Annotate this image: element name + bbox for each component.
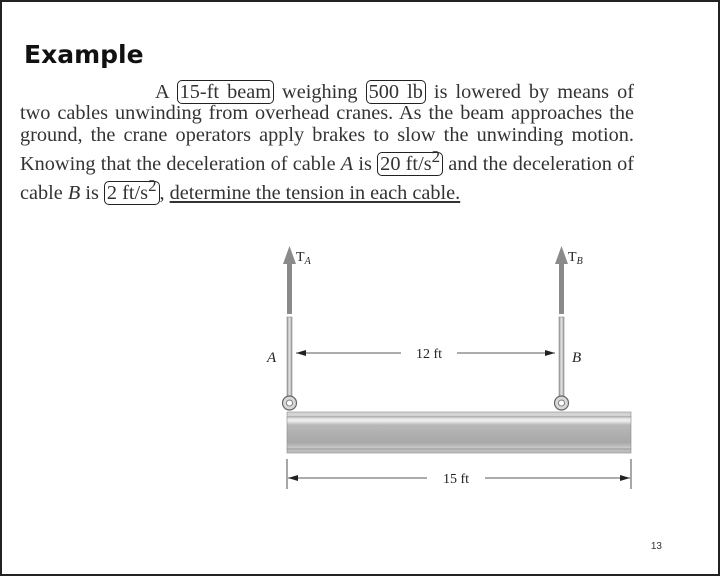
cable-spacing-label: 12 ft [415,347,443,362]
decel-a-value: 20 ft/s [380,152,432,175]
cable-b-label: B [572,350,582,366]
problem-text: , [159,182,170,205]
attachment-b [555,396,569,410]
problem-text: and the deceleration of cable [20,152,634,205]
beam-figure [257,242,657,507]
beam-diagram [257,242,657,502]
weight-highlight: 500 lb [366,80,426,104]
beam [287,412,631,453]
problem-statement [20,82,634,205]
tension-b-arrow [555,246,568,314]
page-number: 13 [650,541,662,552]
task-statement: determine the tension in each cable. [169,182,461,205]
cable-b-ref: B [67,182,81,205]
cable-a [287,317,292,397]
decel-a-exponent: 2 [431,147,441,167]
problem-text: is [80,182,104,205]
cable-a-ref: A [340,152,354,175]
decel-b-value: 2 ft/s [106,182,149,205]
decel-b-exponent: 2 [148,176,157,196]
problem-text: weighing [274,81,366,103]
beam-length-highlight: 15-ft beam [177,80,274,104]
problem-text: is lowered by means of two cables unwinding from overhead cranes. As the beam approaches the ground, the crane operators apply brakes to slow the unwinding motion. Knowing that the deceleration of cable [20,81,634,175]
tension-a-arrow [283,246,296,314]
problem-text: A [155,81,177,103]
cable-b [559,317,564,397]
cable-a-label: A [267,350,277,366]
decel-b-highlight [104,176,160,205]
attachment-a [283,396,297,410]
slide-title: Example [24,40,144,69]
beam-length-label: 15 ft [442,472,470,487]
problem-text: is [353,152,378,175]
tension-a-label: $T_A$ [296,250,311,267]
tension-b-label: $T_B$ [568,250,583,267]
decel-a-highlight [377,147,443,176]
